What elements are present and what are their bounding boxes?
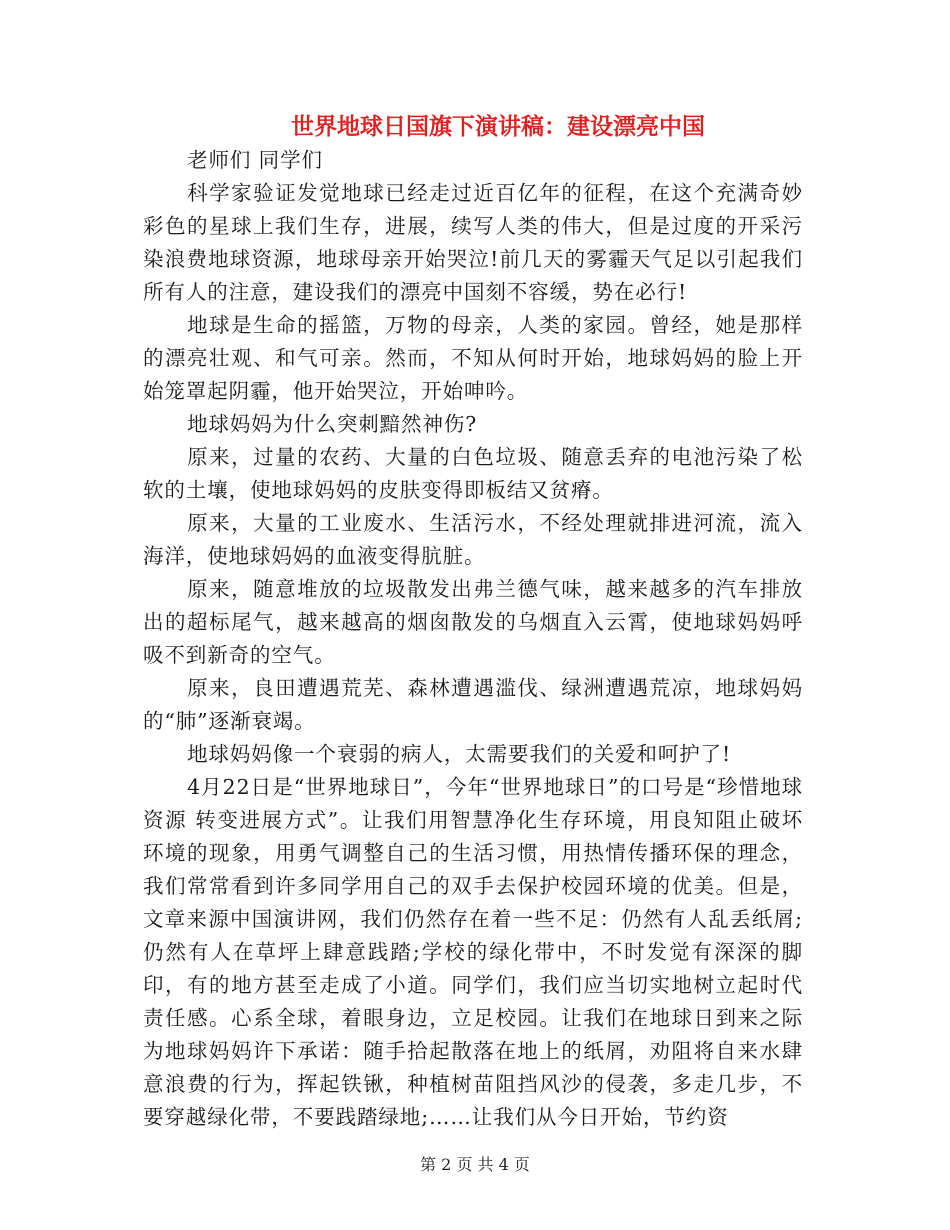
paragraph-greeting: 老师们 同学们 <box>187 148 323 172</box>
paragraph: 地球是生命的摇篮，万物的母亲，人类的家园。曾经，她是那样的漂亮壮观、和气可亲。然而，不知从何时开始，地球妈妈的脸上开始笼罩起阴霾，他开始哭泣，开始呻吟。 <box>143 313 803 403</box>
paragraph: 地球妈妈像一个衰弱的病人，太需要我们的关爱和呵护了! <box>187 742 732 766</box>
paragraph: 4月22日是“世界地球日”，今年“世界地球日”的口号是“珍惜地球资源 转变进展方式”。让我们用智慧净化生存环境，用良知阻止破坏环境的现象，用勇气调整自己的生活习惯，用热情传播环保的理念，我们常常看到许多同学用自己的双手去保护校园环境的优美。但是，文章来源中国演讲网，我们仍然存在着一些不足：仍然有人乱丢纸屑;仍然有人在草坪上肆意践踏;学校的绿化带中，不时发觉有深深的脚印，有的地方甚至走成了小道。同学们，我们应当切实地树立起时代责任感。心系全球，着眼身边，立足校园。让我们在地球日到来之际为地球妈妈许下承诺：随手拾起散落在地上的纸屑，劝阻将自来水肆意浪费的行为，挥起铁锹，种植树苗阻挡风沙的侵袭，多走几步，不要穿越绿化带，不要践踏绿地;……让我们从今日开始，节约资 <box>143 775 803 1129</box>
document-body <box>143 144 803 1134</box>
paragraph: 原来，大量的工业废水、生活污水，不经处理就排进河流，流入海洋，使地球妈妈的血液变得肮脏。 <box>143 511 803 568</box>
paragraph: 原来，随意堆放的垃圾散发出弗兰德气味，越来越多的汽车排放出的超标尾气，越来越高的烟囱散发的乌烟直入云霄，使地球妈妈呼吸不到新奇的空气。 <box>143 577 803 667</box>
page-number-footer: 第 2 页 共 4 页 <box>420 1155 530 1174</box>
paragraph: 原来，过量的农药、大量的白色垃圾、随意丢弃的电池污染了松软的土壤，使地球妈妈的皮肤变得即板结又贫瘠。 <box>143 445 803 502</box>
paragraph: 原来，良田遭遇荒芜、森林遭遇滥伐、绿洲遭遇荒凉，地球妈妈的“肺”逐渐衰竭。 <box>143 676 803 733</box>
paragraph: 科学家验证发觉地球已经走过近百亿年的征程，在这个充满奇妙彩色的星球上我们生存，进展，续写人类的伟大，但是过度的开采污染浪费地球资源，地球母亲开始哭泣!前几天的雾霾天气足以引起我们所有人的注意，建设我们的漂亮中国刻不容缓，势在必行! <box>143 181 803 304</box>
document-title: 世界地球日国旗下演讲稿：建设漂亮中国 <box>291 113 705 140</box>
paragraph: 地球妈妈为什么突刺黯然神伤? <box>187 412 478 436</box>
